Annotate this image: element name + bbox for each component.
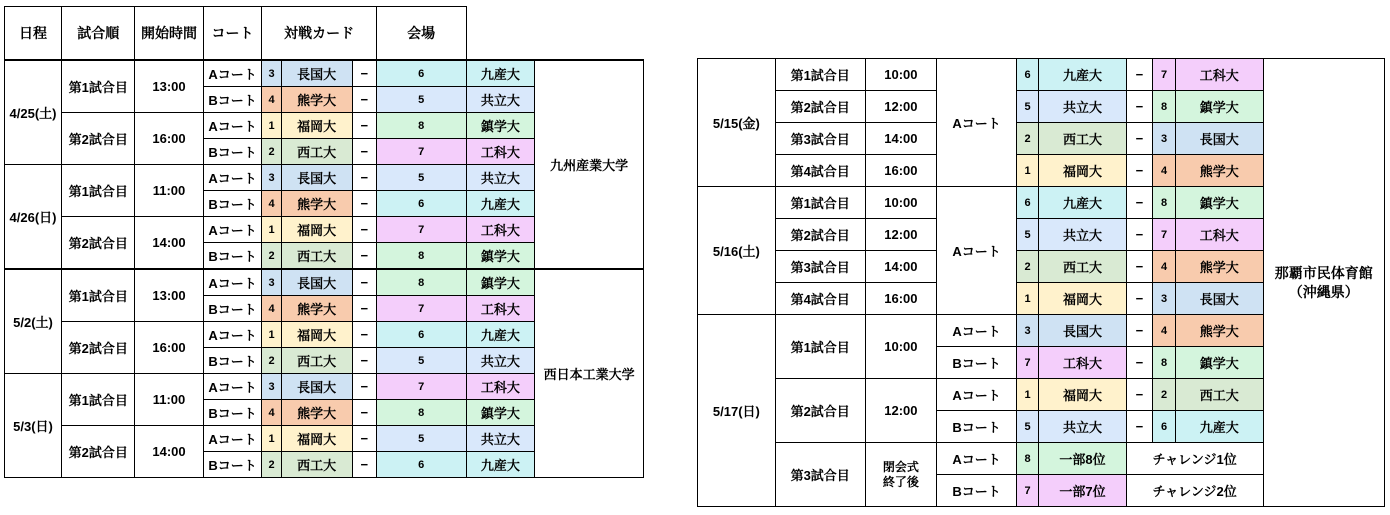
match-order-cell: 第4試合目 <box>775 155 865 187</box>
court-cell: Bコート <box>203 87 262 113</box>
left-team-number: 1 <box>1016 379 1038 411</box>
right-schedule-table <box>697 58 1385 507</box>
court-cell: Bコート <box>203 348 262 374</box>
left-team-name: 熊学大 <box>281 191 352 217</box>
header-time: 開始時間 <box>135 7 203 61</box>
right-team-name: 鎮学大 <box>466 113 535 139</box>
match-order-cell: 第3試合目 <box>775 443 865 507</box>
right-team-number: 5 <box>376 87 466 113</box>
right-team-number: 3 <box>1153 283 1176 315</box>
start-time-cell: 10:00 <box>865 315 937 379</box>
match-order-cell: 第1試合目 <box>62 374 135 426</box>
challenge-slot: チャレンジ2位 <box>1126 475 1263 507</box>
court-cell: Bコート <box>203 296 262 322</box>
right-team-name: 共立大 <box>466 348 535 374</box>
right-team-number: 2 <box>1153 379 1176 411</box>
right-team-name: 九産大 <box>466 322 535 348</box>
versus-separator: − <box>1126 251 1153 283</box>
start-time-cell: 16:00 <box>865 283 937 315</box>
left-team-name: 工科大 <box>1039 347 1126 379</box>
start-time-cell: 14:00 <box>865 123 937 155</box>
left-team-number: 4 <box>262 87 281 113</box>
court-cell: Bコート <box>203 400 262 426</box>
right-team-name: 工科大 <box>466 217 535 243</box>
left-team-name: 長国大 <box>281 374 352 400</box>
right-team-number: 5 <box>376 165 466 191</box>
left-team-name: 福岡大 <box>281 113 352 139</box>
right-team-name: 共立大 <box>466 165 535 191</box>
left-team-number: 3 <box>262 374 281 400</box>
right-team-name: 共立大 <box>466 426 535 452</box>
right-team-number: 4 <box>1153 251 1176 283</box>
court-cell: Aコート <box>937 59 1017 187</box>
versus-separator: − <box>1126 187 1153 219</box>
left-team-number: 8 <box>1016 443 1038 475</box>
right-team-name: 長国大 <box>1175 123 1263 155</box>
court-cell: Bコート <box>937 347 1017 379</box>
versus-separator: − <box>1126 379 1153 411</box>
right-team-number: 8 <box>376 269 466 296</box>
right-team-name: 工科大 <box>466 139 535 165</box>
court-cell: Aコート <box>203 426 262 452</box>
versus-separator: − <box>352 269 376 296</box>
right-team-number: 7 <box>376 217 466 243</box>
match-order-cell: 第2試合目 <box>775 91 865 123</box>
court-cell: Aコート <box>937 379 1017 411</box>
right-team-number: 6 <box>376 60 466 87</box>
start-time-cell: 16:00 <box>135 113 203 165</box>
start-time-cell: 13:00 <box>135 60 203 113</box>
match-order-cell: 第2試合目 <box>62 217 135 270</box>
match-order-cell: 第3試合目 <box>775 123 865 155</box>
challenge-slot: チャレンジ1位 <box>1126 443 1263 475</box>
right-team-number: 7 <box>376 374 466 400</box>
right-team-name: 長国大 <box>1175 283 1263 315</box>
versus-separator: − <box>1126 283 1153 315</box>
versus-separator: − <box>352 191 376 217</box>
right-team-name: 工科大 <box>1175 59 1263 91</box>
left-team-name: 西工大 <box>281 243 352 270</box>
left-team-name: 熊学大 <box>281 296 352 322</box>
right-team-name: 熊学大 <box>1175 155 1263 187</box>
versus-separator: − <box>1126 155 1153 187</box>
left-team-name: 西工大 <box>281 139 352 165</box>
left-team-number: 2 <box>262 348 281 374</box>
table-row <box>698 59 1385 91</box>
left-team-name: 熊学大 <box>281 87 352 113</box>
versus-separator: − <box>1126 59 1153 91</box>
versus-separator: − <box>352 400 376 426</box>
right-team-number: 5 <box>376 348 466 374</box>
right-team-name: 工科大 <box>1175 219 1263 251</box>
right-schedule-sheet <box>697 58 1385 507</box>
date-cell: 5/3(日) <box>5 374 62 478</box>
left-team-number: 3 <box>1016 315 1038 347</box>
left-team-number: 1 <box>262 426 281 452</box>
left-team-name: 長国大 <box>281 60 352 87</box>
start-time-cell: 12:00 <box>865 379 937 443</box>
venue-cell: 西日本工業大学 <box>535 269 644 478</box>
match-order-cell: 第1試合目 <box>62 165 135 217</box>
venue-line-2: （沖縄県） <box>1288 283 1359 300</box>
right-team-name: 熊学大 <box>1175 251 1263 283</box>
court-cell: Aコート <box>203 374 262 400</box>
versus-separator: − <box>1126 315 1153 347</box>
versus-separator: − <box>352 217 376 243</box>
match-order-cell: 第1試合目 <box>62 269 135 322</box>
right-team-number: 6 <box>376 191 466 217</box>
left-team-name: 一部7位 <box>1039 475 1126 507</box>
match-order-cell: 第2試合目 <box>775 379 865 443</box>
left-team-name: 福岡大 <box>1039 379 1126 411</box>
left-team-name: 共立大 <box>1039 219 1126 251</box>
court-cell: Aコート <box>203 113 262 139</box>
left-team-number: 7 <box>1016 347 1038 379</box>
right-team-number: 6 <box>376 322 466 348</box>
right-team-number: 8 <box>1153 347 1176 379</box>
left-team-number: 1 <box>1016 155 1038 187</box>
start-time-cell: 12:00 <box>865 219 937 251</box>
left-team-name: 福岡大 <box>1039 155 1126 187</box>
right-team-name: 鎮学大 <box>466 400 535 426</box>
versus-separator: − <box>352 113 376 139</box>
closing-line-2: 終了後 <box>882 474 919 489</box>
header-match-card: 対戦カード <box>262 7 376 61</box>
versus-separator: − <box>352 322 376 348</box>
match-order-cell: 第2試合目 <box>62 113 135 165</box>
right-team-name: 鎮学大 <box>1175 187 1263 219</box>
left-team-name: 共立大 <box>1039 411 1126 443</box>
court-cell: Aコート <box>937 187 1017 315</box>
start-time-cell: 10:00 <box>865 59 937 91</box>
right-team-name: 工科大 <box>466 296 535 322</box>
court-cell: Bコート <box>937 411 1017 443</box>
left-team-number: 1 <box>1016 283 1038 315</box>
right-team-number: 8 <box>376 243 466 270</box>
left-team-name: 西工大 <box>1039 251 1126 283</box>
start-time-cell: 14:00 <box>135 426 203 478</box>
right-team-number: 8 <box>376 400 466 426</box>
date-cell: 5/17(日) <box>698 315 776 507</box>
left-team-number: 2 <box>1016 123 1038 155</box>
match-order-cell: 第1試合目 <box>775 59 865 91</box>
right-team-number: 4 <box>1153 315 1176 347</box>
header-date: 日程 <box>5 7 62 61</box>
versus-separator: − <box>1126 219 1153 251</box>
left-team-number: 3 <box>262 60 281 87</box>
venue-cell <box>1263 59 1384 507</box>
match-order-cell: 第1試合目 <box>775 315 865 379</box>
date-cell: 4/26(日) <box>5 165 62 270</box>
right-team-name: 鎮学大 <box>466 243 535 270</box>
court-cell: Aコート <box>937 443 1017 475</box>
court-cell: Bコート <box>203 452 262 478</box>
left-team-number: 7 <box>1016 475 1038 507</box>
header-court: コート <box>203 7 262 61</box>
table-row <box>5 60 644 87</box>
left-team-name: 長国大 <box>281 165 352 191</box>
right-team-number: 7 <box>1153 219 1176 251</box>
match-order-cell: 第2試合目 <box>62 426 135 478</box>
left-team-number: 6 <box>1016 187 1038 219</box>
right-team-name: 九産大 <box>466 60 535 87</box>
court-cell: Bコート <box>203 243 262 270</box>
start-time-cell: 10:00 <box>865 187 937 219</box>
versus-separator: − <box>352 426 376 452</box>
right-team-number: 7 <box>376 139 466 165</box>
left-team-number: 5 <box>1016 91 1038 123</box>
left-team-number: 3 <box>262 269 281 296</box>
right-team-name: 工科大 <box>466 374 535 400</box>
versus-separator: − <box>352 139 376 165</box>
court-cell: Aコート <box>203 217 262 243</box>
left-schedule-table <box>4 6 644 478</box>
left-team-name: 一部8位 <box>1039 443 1126 475</box>
versus-separator: − <box>1126 347 1153 379</box>
left-team-number: 3 <box>262 165 281 191</box>
right-team-number: 8 <box>1153 187 1176 219</box>
right-team-name: 九産大 <box>466 191 535 217</box>
court-cell: Aコート <box>937 315 1017 347</box>
left-team-number: 2 <box>262 452 281 478</box>
venue-cell: 九州産業大学 <box>535 60 644 269</box>
left-schedule-sheet <box>4 6 644 478</box>
table-row <box>5 269 644 296</box>
left-team-name: 西工大 <box>281 348 352 374</box>
header-venue: 会場 <box>376 7 466 61</box>
left-team-number: 2 <box>1016 251 1038 283</box>
date-cell: 5/2(土) <box>5 269 62 374</box>
left-team-name: 西工大 <box>281 452 352 478</box>
left-team-number: 6 <box>1016 59 1038 91</box>
match-order-cell: 第1試合目 <box>62 60 135 113</box>
versus-separator: − <box>352 452 376 478</box>
date-cell: 5/15(金) <box>698 59 776 187</box>
right-team-number: 7 <box>1153 59 1176 91</box>
versus-separator: − <box>352 87 376 113</box>
date-cell: 5/16(土) <box>698 187 776 315</box>
versus-separator: − <box>352 348 376 374</box>
right-team-number: 4 <box>1153 155 1176 187</box>
match-order-cell: 第2試合目 <box>62 322 135 374</box>
venue-line-1: 那覇市民体育館 <box>1274 265 1373 282</box>
left-team-number: 5 <box>1016 411 1038 443</box>
court-cell: Bコート <box>937 475 1017 507</box>
court-cell: Aコート <box>203 60 262 87</box>
left-team-name: 福岡大 <box>281 322 352 348</box>
start-time-cell <box>865 443 937 507</box>
right-team-number: 3 <box>1153 123 1176 155</box>
versus-separator: − <box>352 243 376 270</box>
right-team-name: 西工大 <box>1175 379 1263 411</box>
start-time-cell: 11:00 <box>135 165 203 217</box>
versus-separator: − <box>352 165 376 191</box>
right-team-name: 九産大 <box>1175 411 1263 443</box>
left-team-name: 福岡大 <box>281 217 352 243</box>
right-team-number: 6 <box>376 452 466 478</box>
left-team-name: 福岡大 <box>281 426 352 452</box>
match-order-cell: 第1試合目 <box>775 187 865 219</box>
right-team-name: 熊学大 <box>1175 315 1263 347</box>
start-time-cell: 12:00 <box>865 91 937 123</box>
closing-line-1: 閉会式 <box>882 460 919 475</box>
court-cell: Bコート <box>203 139 262 165</box>
left-team-name: 福岡大 <box>1039 283 1126 315</box>
right-team-name: 鎮学大 <box>466 269 535 296</box>
right-team-name: 鎮学大 <box>1175 91 1263 123</box>
left-team-name: 熊学大 <box>281 400 352 426</box>
start-time-cell: 16:00 <box>865 155 937 187</box>
court-cell: Aコート <box>203 165 262 191</box>
left-team-number: 4 <box>262 191 281 217</box>
match-order-cell: 第4試合目 <box>775 283 865 315</box>
start-time-cell: 16:00 <box>135 322 203 374</box>
left-team-number: 5 <box>1016 219 1038 251</box>
versus-separator: − <box>352 60 376 87</box>
left-team-number: 4 <box>262 400 281 426</box>
start-time-cell: 14:00 <box>865 251 937 283</box>
right-team-name: 九産大 <box>466 452 535 478</box>
left-team-name: 共立大 <box>1039 91 1126 123</box>
versus-separator: − <box>1126 123 1153 155</box>
versus-separator: − <box>1126 411 1153 443</box>
date-cell: 4/25(土) <box>5 60 62 165</box>
right-team-number: 5 <box>376 426 466 452</box>
left-team-number: 1 <box>262 322 281 348</box>
left-team-name: 九産大 <box>1039 59 1126 91</box>
match-order-cell: 第3試合目 <box>775 251 865 283</box>
left-team-number: 2 <box>262 139 281 165</box>
start-time-cell: 11:00 <box>135 374 203 426</box>
table-header-row <box>5 7 644 61</box>
match-order-cell: 第2試合目 <box>775 219 865 251</box>
header-order: 試合順 <box>62 7 135 61</box>
versus-separator: − <box>352 296 376 322</box>
right-team-name: 共立大 <box>466 87 535 113</box>
right-team-number: 8 <box>376 113 466 139</box>
left-team-name: 長国大 <box>281 269 352 296</box>
court-cell: Aコート <box>203 269 262 296</box>
left-team-number: 4 <box>262 296 281 322</box>
start-time-cell: 14:00 <box>135 217 203 270</box>
right-team-name: 鎮学大 <box>1175 347 1263 379</box>
left-team-number: 1 <box>262 113 281 139</box>
right-team-number: 7 <box>376 296 466 322</box>
left-team-name: 西工大 <box>1039 123 1126 155</box>
left-team-number: 2 <box>262 243 281 270</box>
left-team-number: 1 <box>262 217 281 243</box>
versus-separator: − <box>1126 91 1153 123</box>
start-time-cell: 13:00 <box>135 269 203 322</box>
court-cell: Bコート <box>203 191 262 217</box>
versus-separator: − <box>352 374 376 400</box>
right-team-number: 6 <box>1153 411 1176 443</box>
left-team-name: 長国大 <box>1039 315 1126 347</box>
court-cell: Aコート <box>203 322 262 348</box>
right-team-number: 8 <box>1153 91 1176 123</box>
left-team-name: 九産大 <box>1039 187 1126 219</box>
